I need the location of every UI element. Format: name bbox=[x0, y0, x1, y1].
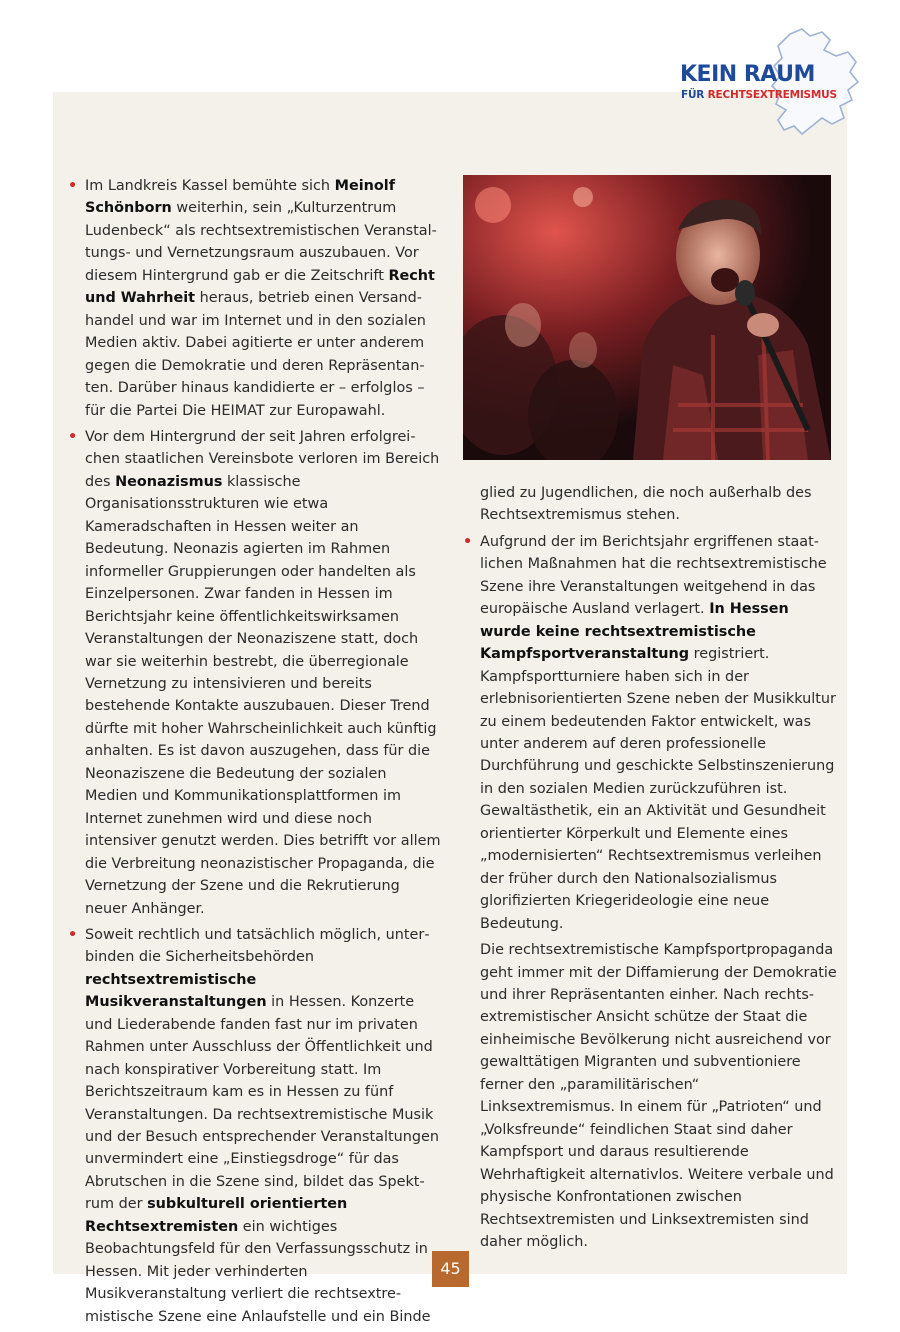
logo-title: KEIN RAUM bbox=[680, 62, 815, 87]
bold-term: rechtsextremistische Musikveranstaltungen bbox=[85, 971, 267, 1011]
text-span: heraus, betrieb einen Versandhandel und war im Internet und in den sozialen Medien aktiv. Dabei agitierte er unter anderem gegen die Demokratie und deren Repräsentanten. Darüber hinaus kandidierte er – erfolglos – für die Partei Die HEIMAT zur Europawahl. bbox=[85, 290, 426, 419]
text-span: weiterhin, sein „Kulturzentrum Ludenbeck“ als rechtsextremistischen Veranstaltungs- und Vernetzungsraum auszubauen. Vor diesem Hintergrund gab er die Zeitschrift bbox=[85, 200, 437, 284]
bold-term: Meinolf Schönborn bbox=[85, 178, 395, 217]
list-item-schoenborn bbox=[68, 175, 442, 422]
bold-term: Recht und Wahrheit bbox=[85, 267, 435, 307]
text-span: Im Landkreis Kassel bemühte sich bbox=[85, 178, 335, 194]
bold-term: In Hessen wurde keine rechtsextremistische Kampfsportveranstaltung bbox=[480, 601, 789, 663]
bullet-list-right bbox=[463, 531, 838, 935]
bullet-icon: • bbox=[68, 178, 78, 194]
left-column bbox=[68, 175, 442, 1332]
bold-term: Neonazismus bbox=[115, 473, 223, 490]
text-span: registriert. Kampfsportturniere haben sich in der erlebnisorientierten Szene neben der Musikkultur zu einem bedeutenden Faktor entwickelt, was unter anderem auf deren professionelle Durchführung und geschickte Selbstinszenierung in den sozialen Medien zurückzuführen ist. Gewaltästhetik, ein an Aktivität und Gesundheit orientierter Körperkult und Elemente eines „modernisierten“ Rechtsextremismus verleihen der früher durch den Nationalsozialismus glorifizierten Kriegerideologie eine neue Bedeutung. bbox=[480, 646, 836, 932]
concert-photo bbox=[463, 175, 831, 460]
page-number: 45 bbox=[432, 1251, 469, 1287]
bullet-icon: • bbox=[68, 926, 78, 943]
logo-subtitle-main: RECHTSEXTREMISMUS bbox=[707, 89, 837, 101]
text-span: klassische Organisationsstrukturen wie etwa Kameradschaften in Hessen weiter an Bedeutung. Neonazis agierten im Rahmen informeller Gruppierungen oder handelten als Einzelpersonen. Zwar fanden in Hessen im Berichtsjahr keine öffentlichkeitswirksamen Veranstaltungen der Neonaziszene statt, doch war sie weiterhin bestrebt, die überregionale Vernetzung zu intensivieren und bereits bestehende Kontakte auszubauen. Dieser Trend dürfte mit hoher Wahrscheinlichkeit auch künftig anhalten. Es ist davon auszugehen, dass für die Neonaziszene die Bedeutung der sozialen Medien und Kommunikationsplattformen im Internet zunehmen wird und diese noch intensiver genutzt werden. Dies betrifft vor allem die Verbreitung neonazistischer Propaganda, die Vernetzung der Szene und die Rekrutierung neuer Anhänger. bbox=[85, 473, 441, 917]
bullet-icon: • bbox=[68, 428, 78, 445]
bullet-icon: • bbox=[463, 533, 473, 550]
right-column bbox=[463, 482, 838, 1257]
text-span: Vor dem Hintergrund der seit Jahren erfolgreichen staatlichen Vereinsbote verloren im Bereich des bbox=[85, 428, 440, 490]
kampfsport-paragraph: Die rechtsextremistische Kampfsportpropaganda geht immer mit der Diffamierung der Demokratie und ihrer Repräsentanten einher. Nach rechtsextremistischer Ansicht schütze der Staat die einheimische Bevölkerung nicht ausreichend vor gewalttätigen Migranten und subventioniere ferner den „paramilitärischen“ Linksextremismus. In einem für „Patrioten“ und „Volksfreunde“ feindlichen Staat sind daher Kampfsport und daraus resultierende Wehrhaftigkeit alternativlos. Weitere verbale und physische Konfrontationen zwischen Rechtsextremisten und Linksextremisten sind daher möglich. bbox=[480, 942, 837, 1250]
text-span: Aufgrund der im Berichtsjahr ergriffenen staatlichen Maßnahmen hat die rechtsextremistische Szene ihre Veranstaltungen weitgehend in das europäische Ausland verlagert. bbox=[480, 533, 827, 618]
kein-raum-logo bbox=[672, 26, 862, 138]
text-span: Soweit rechtlich und tatsächlich möglich, unterbinden die Sicherheitsbehörden bbox=[85, 926, 430, 966]
logo-subtitle bbox=[681, 90, 837, 101]
continuation-text: glied zu Jugendlichen, die noch außerhalb des Rechtsextremismus stehen. bbox=[480, 485, 812, 524]
bold-term: subkulturell orientierten Rechtsextremisten bbox=[85, 1196, 348, 1235]
list-item-neonazismus bbox=[68, 426, 442, 920]
concert-photo-illustration bbox=[463, 175, 831, 460]
text-span: in Hessen. Konzerte und Liederabende fanden fast nur im privaten Rahmen unter Ausschluss der Öffentlichkeit und nach konspirativer Vorbereitung statt. Im Berichtszeitraum kam es in Hessen zu fünf Veranstaltungen. Da rechtsextremistische Musik und der Besuch entsprechender Veranstaltungen unvermindert eine „Einstiegsdroge“ für das Abrutschen in die Szene sind, bildet das Spektrum der bbox=[85, 994, 439, 1213]
bullet-list-left bbox=[68, 175, 442, 1328]
list-item-kampfsport bbox=[463, 531, 838, 935]
text-span: ein wichtiges Beobachtungsfeld für den Verfassungsschutz in Hessen. Mit jeder verhinderten Musikveranstaltung verliert die rechtsextremistische Szene eine Anlaufstelle und ein Binde bbox=[85, 1218, 431, 1325]
logo-subtitle-prefix: FÜR bbox=[681, 89, 708, 101]
list-item-musikveranstaltungen bbox=[68, 924, 442, 1328]
